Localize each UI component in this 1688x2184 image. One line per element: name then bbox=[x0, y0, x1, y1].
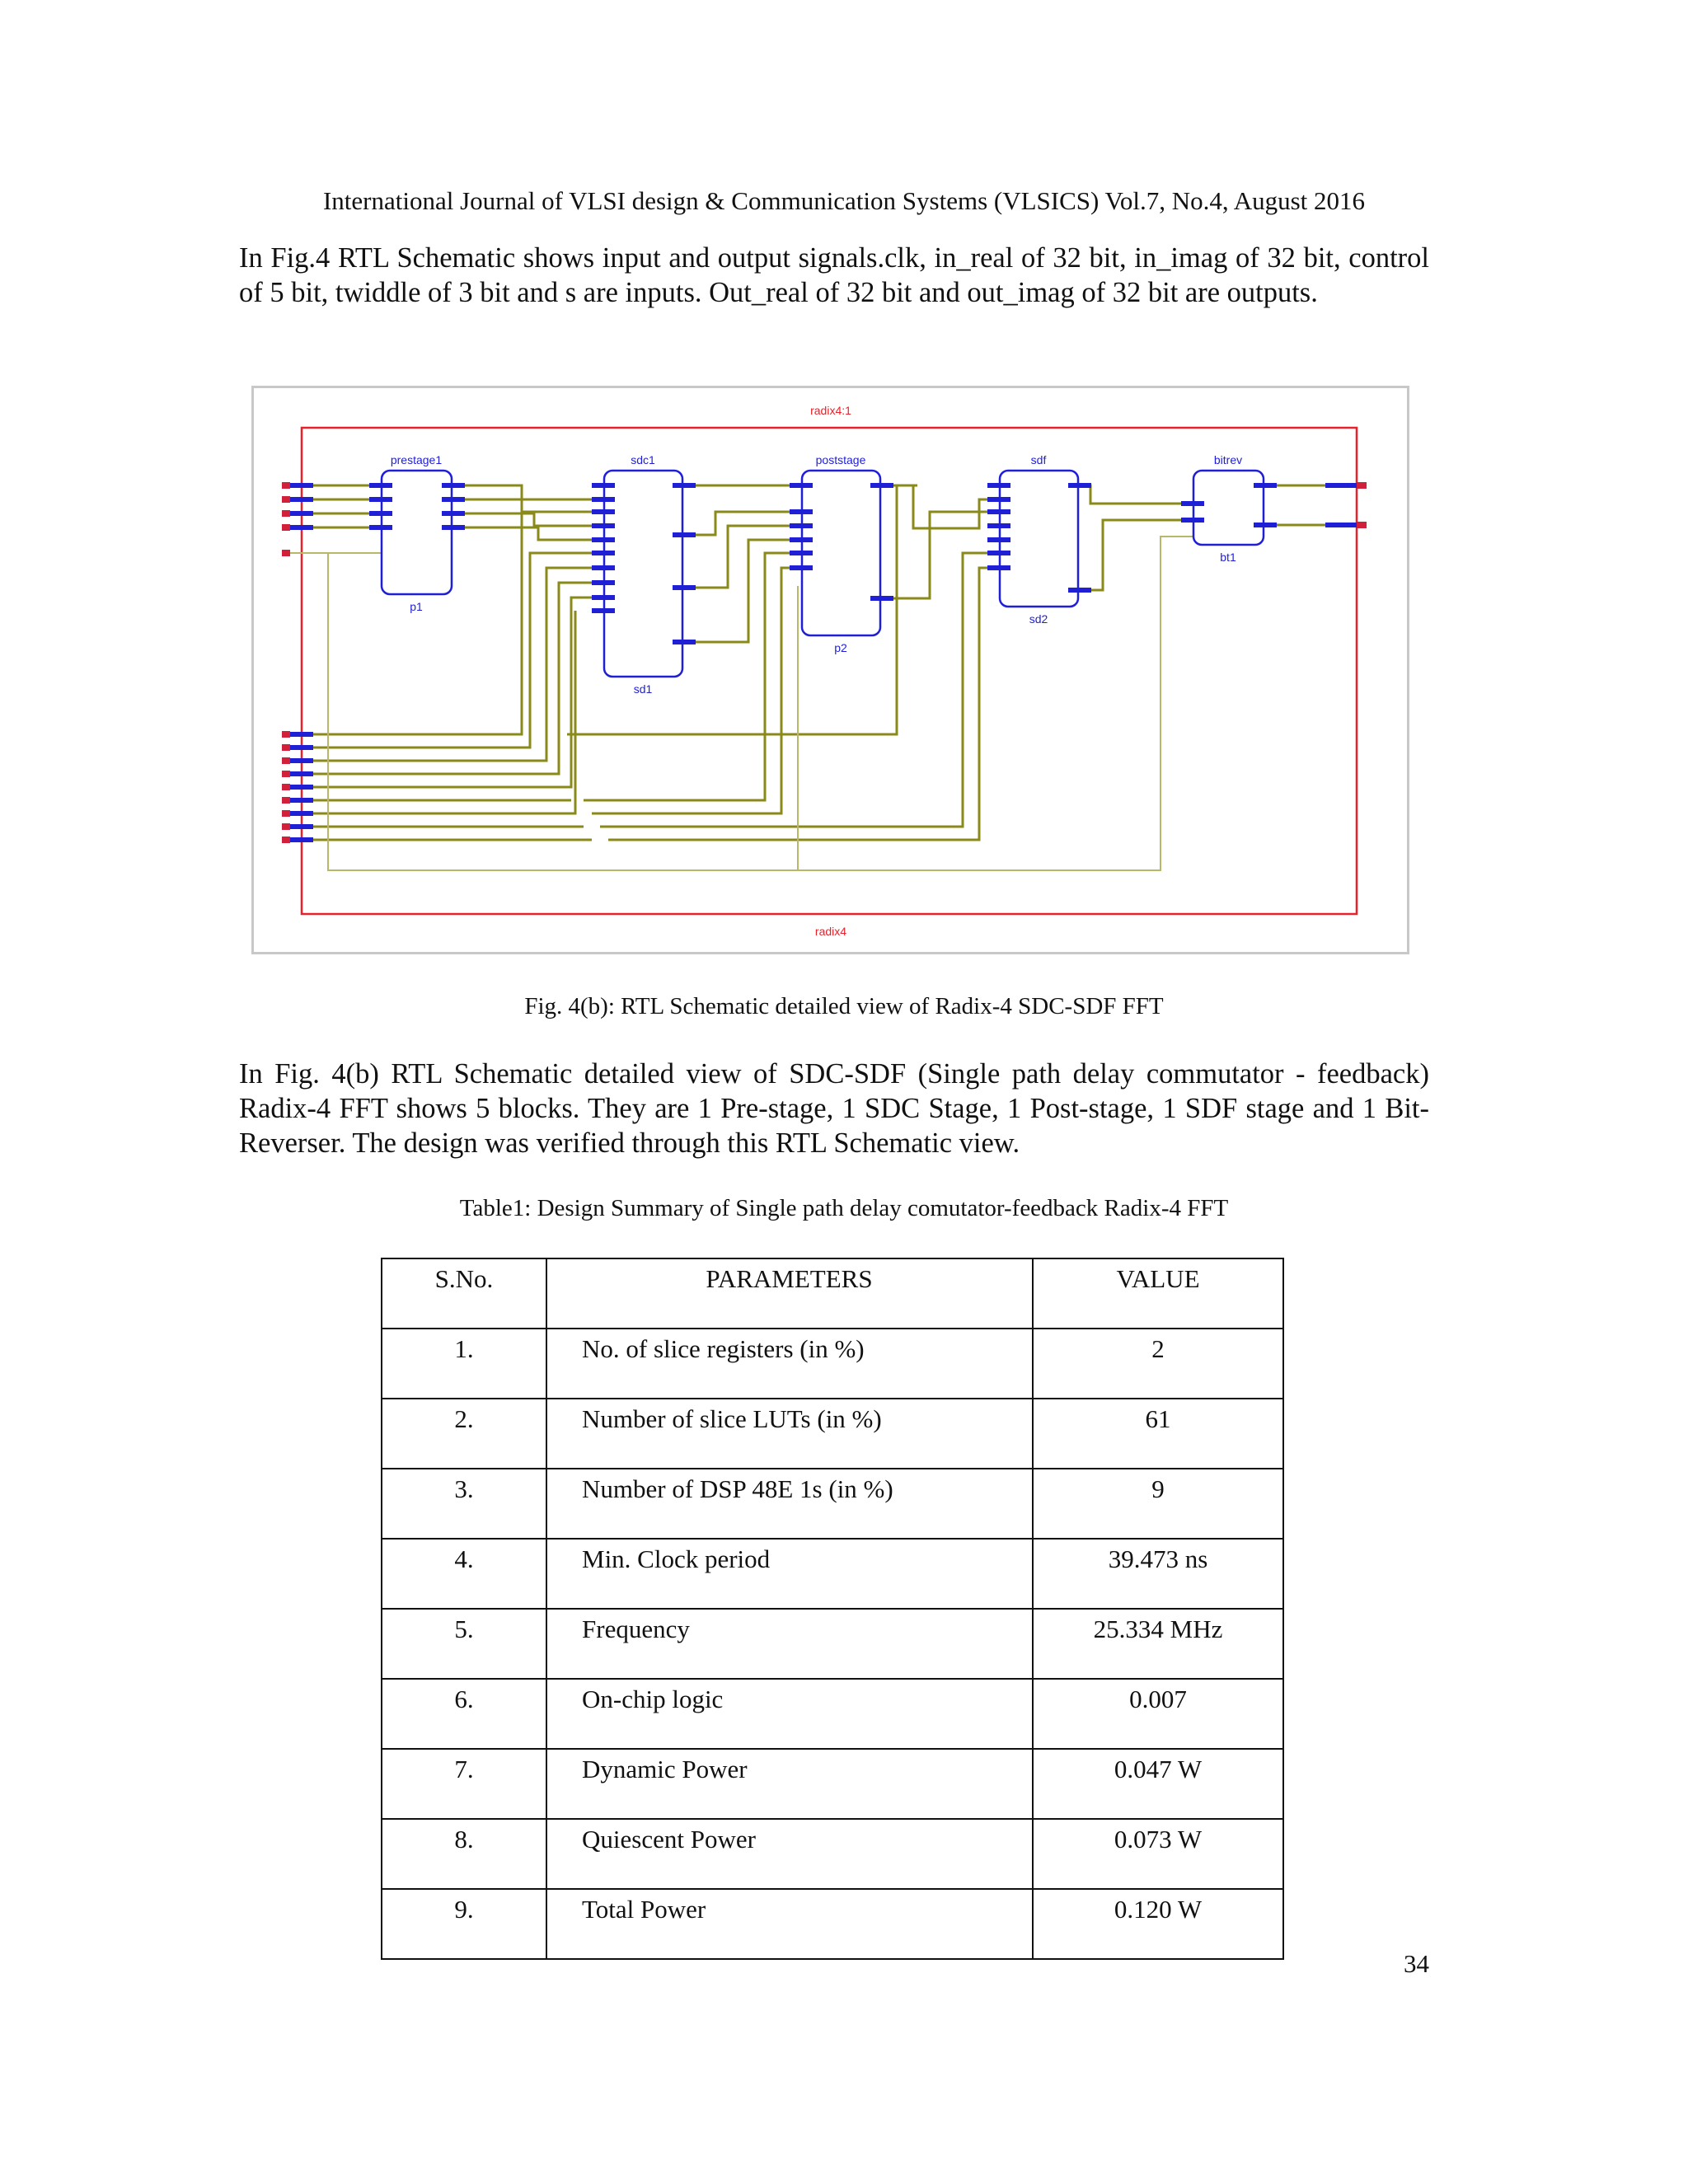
block-instance-sd2: sd2 bbox=[1029, 612, 1048, 626]
table-row bbox=[382, 1609, 1283, 1679]
input-ports bbox=[282, 482, 290, 843]
paragraph-signals: In Fig.4 RTL Schematic shows input and output signals.clk, in_real of 32 bit, in_imag of 32 bit, control of 5 bit, twiddle of 3 bit and s are inputs. Out_real of 32 bit and out_imag of 32 bit are outputs. bbox=[239, 242, 1429, 308]
cell-value: 0.073 W bbox=[1033, 1819, 1283, 1889]
block-label-poststage: poststage bbox=[815, 453, 866, 466]
blocks bbox=[382, 471, 1264, 677]
cell-sno: 6. bbox=[382, 1679, 546, 1749]
radix4-bottom-label: radix4 bbox=[814, 925, 847, 938]
table-row bbox=[382, 1679, 1283, 1749]
cell-sno: 2. bbox=[382, 1399, 546, 1469]
cell-parameter: Total Power bbox=[546, 1889, 1033, 1959]
bus-markers bbox=[290, 483, 1357, 842]
table-row bbox=[382, 1819, 1283, 1889]
block-label-sdc1: sdc1 bbox=[631, 453, 655, 466]
table-header-row bbox=[382, 1258, 1283, 1329]
clock-wire-group bbox=[287, 537, 1193, 870]
design-summary-table bbox=[381, 1258, 1284, 1960]
table-row bbox=[382, 1399, 1283, 1469]
cell-sno: 4. bbox=[382, 1539, 546, 1609]
cell-sno: 3. bbox=[382, 1469, 546, 1539]
block-instance-sd1: sd1 bbox=[633, 682, 653, 696]
block-instance-bt1: bt1 bbox=[1220, 551, 1236, 564]
cell-value: 25.334 MHz bbox=[1033, 1609, 1283, 1679]
paragraph-blocks: In Fig. 4(b) RTL Schematic detailed view of SDC-SDF (Single path delay commutator - feedback) Radix-4 FFT shows 5 blocks. They are 1 Pre-stage, 1 SDC Stage, 1 Post-stage, 1 SDF stage and 1 Bit-Reverser. The design was verified through this RTL Schematic view. bbox=[239, 1058, 1429, 1159]
cell-parameter: Number of DSP 48E 1s (in %) bbox=[546, 1469, 1033, 1539]
cell-sno: 1. bbox=[382, 1329, 546, 1399]
page-number: 34 bbox=[1404, 1949, 1429, 1978]
table-row bbox=[382, 1539, 1283, 1609]
cell-value: 0.007 bbox=[1033, 1679, 1283, 1749]
cell-parameter: Min. Clock period bbox=[546, 1539, 1033, 1609]
pin-stubs bbox=[369, 483, 1277, 644]
cell-value: 0.047 W bbox=[1033, 1749, 1283, 1819]
cell-parameter: Dynamic Power bbox=[546, 1749, 1033, 1819]
cell-parameter: Number of slice LUTs (in %) bbox=[546, 1399, 1033, 1469]
cell-parameter: On-chip logic bbox=[546, 1679, 1033, 1749]
block-label-sdf: sdf bbox=[1030, 453, 1047, 466]
cell-value: 9 bbox=[1033, 1469, 1283, 1539]
header-value: VALUE bbox=[1033, 1258, 1283, 1329]
radix4-top-label: radix4:1 bbox=[810, 404, 851, 417]
cell-sno: 7. bbox=[382, 1749, 546, 1819]
cell-sno: 5. bbox=[382, 1609, 546, 1679]
block-label-prestage1: prestage1 bbox=[390, 453, 443, 466]
header-parameters: PARAMETERS bbox=[546, 1258, 1033, 1329]
figure-caption: Fig. 4(b): RTL Schematic detailed view of Radix-4 SDC-SDF FFT bbox=[524, 993, 1164, 1019]
cell-parameter: Quiescent Power bbox=[546, 1819, 1033, 1889]
output-ports bbox=[1357, 482, 1367, 528]
block-instance-p1: p1 bbox=[410, 600, 423, 613]
header-sno: S.No. bbox=[382, 1258, 546, 1329]
rtl-schematic-figure bbox=[251, 386, 1409, 954]
cell-sno: 9. bbox=[382, 1889, 546, 1959]
cell-value: 2 bbox=[1033, 1329, 1283, 1399]
table-row bbox=[382, 1329, 1283, 1399]
rtl-schematic-svg bbox=[254, 388, 1407, 952]
cell-parameter: No. of slice registers (in %) bbox=[546, 1329, 1033, 1399]
cell-sno: 8. bbox=[382, 1819, 546, 1889]
table-row bbox=[382, 1749, 1283, 1819]
cell-value: 39.473 ns bbox=[1033, 1539, 1283, 1609]
wire-group bbox=[287, 485, 1358, 840]
cell-value: 0.120 W bbox=[1033, 1889, 1283, 1959]
journal-header: International Journal of VLSI design & Communication Systems (VLSICS) Vol.7, No.4, August 2016 bbox=[322, 186, 1366, 215]
block-label-bitrev: bitrev bbox=[1213, 453, 1243, 466]
table-caption: Table1: Design Summary of Single path delay comutator-feedback Radix-4 FFT bbox=[459, 1195, 1229, 1221]
table-row bbox=[382, 1889, 1283, 1959]
cell-parameter: Frequency bbox=[546, 1609, 1033, 1679]
table-row bbox=[382, 1469, 1283, 1539]
block-instance-p2: p2 bbox=[834, 641, 847, 654]
cell-value: 61 bbox=[1033, 1399, 1283, 1469]
